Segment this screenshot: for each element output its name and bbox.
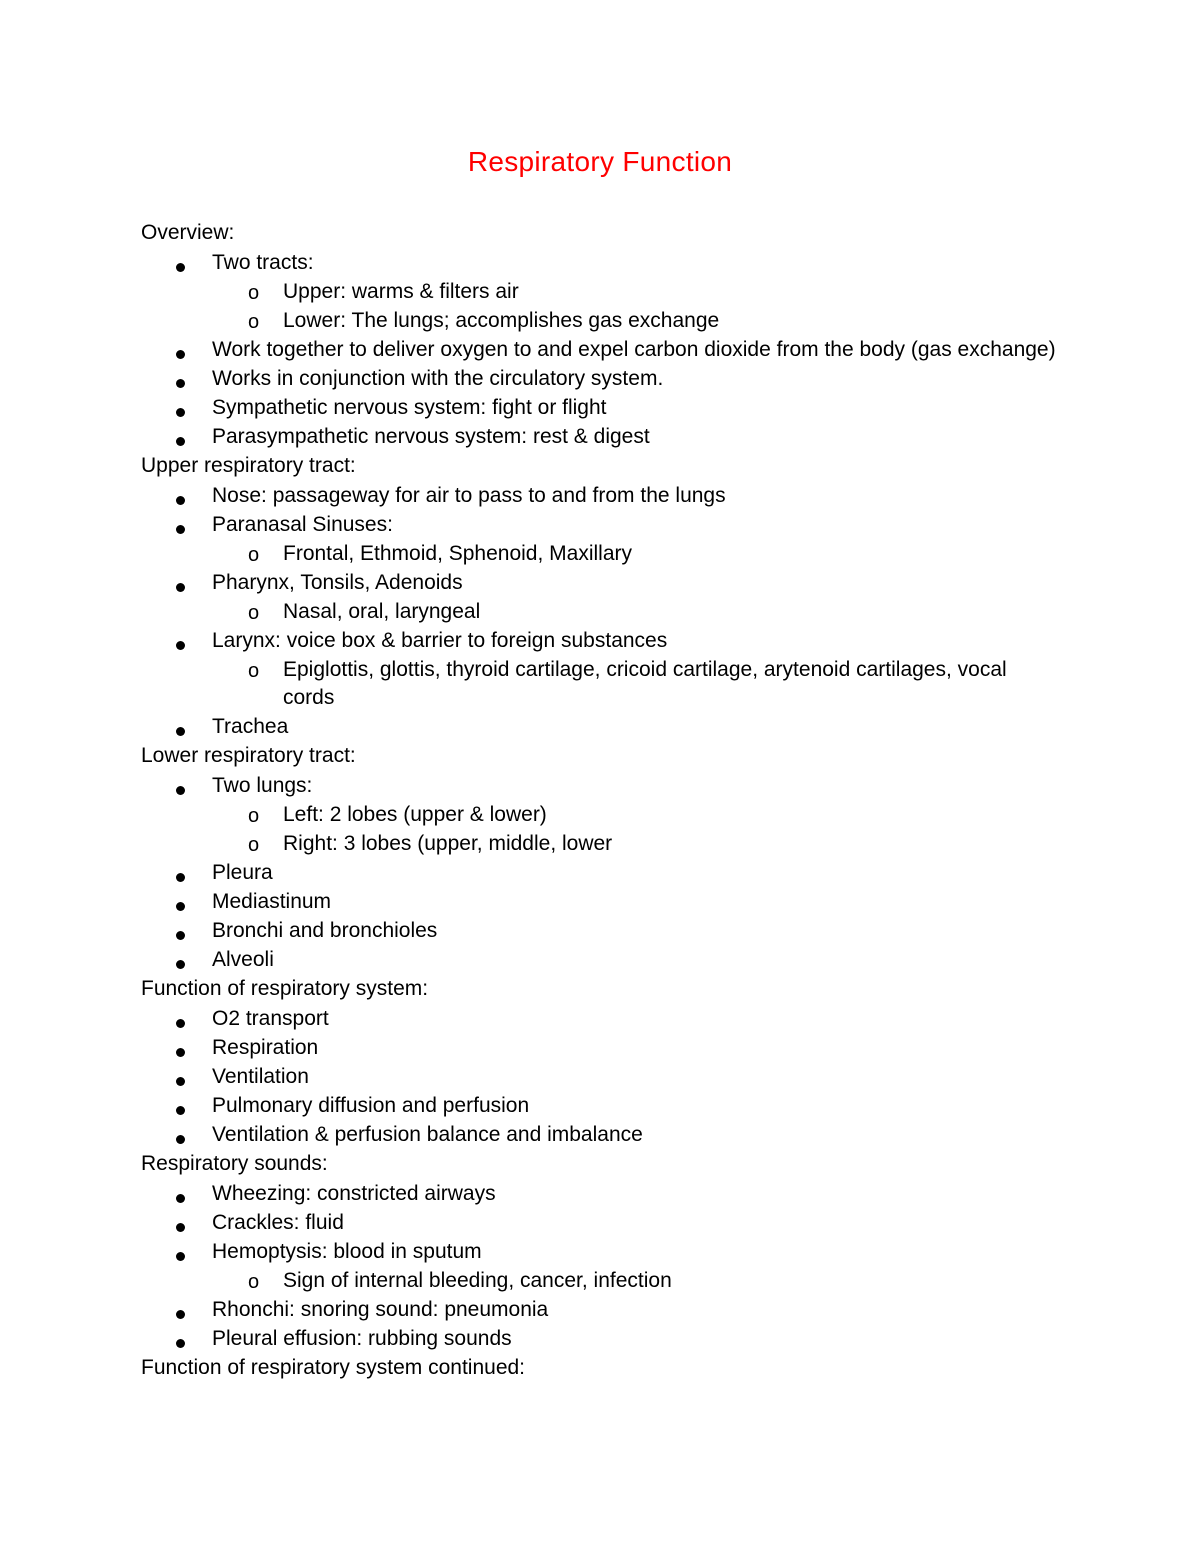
bullet-dot-icon xyxy=(176,1048,185,1057)
list-item xyxy=(141,510,1061,568)
sub-list-item-text: Sign of internal bleeding, cancer, infection xyxy=(283,1269,672,1292)
bullet-list xyxy=(141,248,1061,451)
sub-list-item xyxy=(212,655,1061,712)
sub-list-item-text: Lower: The lungs; accomplishes gas exchange xyxy=(283,309,720,332)
sub-list-item xyxy=(212,829,1061,858)
sub-list-item xyxy=(212,277,1061,306)
sub-bullet-list xyxy=(212,277,1061,335)
list-item-text: Pharynx, Tonsils, Adenoids xyxy=(212,571,463,594)
list-item xyxy=(141,916,1061,945)
list-item-text: Parasympathetic nervous system: rest & digest xyxy=(212,425,650,448)
list-item-text: Rhonchi: snoring sound: pneumonia xyxy=(212,1298,549,1321)
list-item-text: Hemoptysis: blood in sputum xyxy=(212,1240,482,1263)
list-item-text: Trachea xyxy=(212,715,289,738)
section-heading: Respiratory sounds: xyxy=(141,1152,328,1175)
bullet-dot-icon xyxy=(176,1194,185,1203)
sub-list-item-text: Right: 3 lobes (upper, middle, lower xyxy=(283,832,613,855)
sub-list-item xyxy=(212,306,1061,335)
sub-bullet-list xyxy=(212,655,1061,712)
list-item-text: Nose: passageway for air to pass to and from the lungs xyxy=(212,484,726,507)
bullet-list xyxy=(141,481,1061,741)
document-body xyxy=(141,218,1061,1383)
bullet-dot-icon xyxy=(176,1019,185,1028)
sub-bullet-list xyxy=(212,539,1061,568)
hollow-bullet-icon: o xyxy=(248,311,260,333)
bullet-dot-icon xyxy=(176,1339,185,1348)
hollow-bullet-icon: o xyxy=(248,544,260,566)
sub-list-item-text: Left: 2 lobes (upper & lower) xyxy=(283,803,547,826)
bullet-dot-icon xyxy=(176,1310,185,1319)
list-item-text: Pleural effusion: rubbing sounds xyxy=(212,1327,512,1350)
list-item-text: Respiration xyxy=(212,1036,319,1059)
list-item-text: Mediastinum xyxy=(212,890,332,913)
bullet-dot-icon xyxy=(176,902,185,911)
bullet-dot-icon xyxy=(176,263,185,272)
list-item xyxy=(141,364,1061,393)
bullet-list xyxy=(141,1179,1061,1353)
list-item-text: Paranasal Sinuses: xyxy=(212,513,393,536)
bullet-dot-icon xyxy=(176,641,185,650)
hollow-bullet-icon: o xyxy=(248,282,260,304)
bullet-list xyxy=(141,1004,1061,1149)
list-item xyxy=(141,626,1061,712)
page-title: Respiratory Function xyxy=(467,146,733,177)
bullet-dot-icon xyxy=(176,1077,185,1086)
bullet-dot-icon xyxy=(176,1223,185,1232)
list-item xyxy=(141,887,1061,916)
bullet-dot-icon xyxy=(176,960,185,969)
section-heading: Function of respiratory system continued: xyxy=(141,1356,526,1379)
list-item xyxy=(141,1237,1061,1295)
bullet-dot-icon xyxy=(176,437,185,446)
bullet-dot-icon xyxy=(176,727,185,736)
hollow-bullet-icon: o xyxy=(248,602,260,624)
list-item xyxy=(141,248,1061,335)
sub-list-item-text: Epiglottis, glottis, thyroid cartilage, cricoid cartilage, arytenoid cartilages, vocal cords xyxy=(283,658,1007,709)
list-item-text: Pulmonary diffusion and perfusion xyxy=(212,1094,530,1117)
list-item-text: Bronchi and bronchioles xyxy=(212,919,438,942)
list-item-text: Ventilation & perfusion balance and imbalance xyxy=(212,1123,643,1146)
list-item-text: Pleura xyxy=(212,861,273,884)
list-item-text: Larynx: voice box & barrier to foreign substances xyxy=(212,629,668,652)
list-item xyxy=(141,1295,1061,1324)
section-heading: Overview: xyxy=(141,221,235,244)
list-item xyxy=(141,1004,1061,1033)
list-item xyxy=(141,1062,1061,1091)
list-item xyxy=(141,1324,1061,1353)
hollow-bullet-icon: o xyxy=(248,834,260,856)
bullet-dot-icon xyxy=(176,496,185,505)
list-item-text: Ventilation xyxy=(212,1065,309,1088)
bullet-dot-icon xyxy=(176,1106,185,1115)
list-item xyxy=(141,1091,1061,1120)
bullet-dot-icon xyxy=(176,525,185,534)
list-item xyxy=(141,771,1061,858)
hollow-bullet-icon: o xyxy=(248,1271,260,1293)
list-item xyxy=(141,945,1061,974)
list-item-text: Alveoli xyxy=(212,948,274,971)
list-item-text: O2 transport xyxy=(212,1007,329,1030)
list-item xyxy=(141,858,1061,887)
list-item xyxy=(141,568,1061,626)
bullet-dot-icon xyxy=(176,873,185,882)
list-item xyxy=(141,1179,1061,1208)
list-item xyxy=(141,1033,1061,1062)
sub-list-item xyxy=(212,539,1061,568)
bullet-dot-icon xyxy=(176,1135,185,1144)
list-item xyxy=(141,335,1061,364)
list-item-text: Sympathetic nervous system: fight or flight xyxy=(212,396,607,419)
sub-list-item xyxy=(212,1266,1061,1295)
list-item-text: Works in conjunction with the circulatory system. xyxy=(212,367,664,390)
section-heading: Function of respiratory system: xyxy=(141,977,429,1000)
hollow-bullet-icon: o xyxy=(248,660,260,682)
bullet-list xyxy=(141,771,1061,974)
list-item-text: Crackles: fluid xyxy=(212,1211,344,1234)
sub-bullet-list xyxy=(212,597,1061,626)
sub-list-item xyxy=(212,597,1061,626)
list-item-text: Wheezing: constricted airways xyxy=(212,1182,496,1205)
sub-bullet-list xyxy=(212,800,1061,858)
list-item xyxy=(141,1208,1061,1237)
sub-list-item-text: Nasal, oral, laryngeal xyxy=(283,600,481,623)
bullet-dot-icon xyxy=(176,350,185,359)
section-heading: Upper respiratory tract: xyxy=(141,454,356,477)
bullet-dot-icon xyxy=(176,786,185,795)
list-item-text: Two lungs: xyxy=(212,774,313,797)
bullet-dot-icon xyxy=(176,583,185,592)
list-item-text: Work together to deliver oxygen to and expel carbon dioxide from the body (gas exchange) xyxy=(212,338,1056,361)
bullet-dot-icon xyxy=(176,1252,185,1261)
list-item xyxy=(141,712,1061,741)
list-item xyxy=(141,393,1061,422)
bullet-dot-icon xyxy=(176,408,185,417)
sub-list-item-text: Upper: warms & filters air xyxy=(283,280,519,303)
list-item xyxy=(141,1120,1061,1149)
sub-list-item xyxy=(212,800,1061,829)
section-heading: Lower respiratory tract: xyxy=(141,744,356,767)
sub-list-item-text: Frontal, Ethmoid, Sphenoid, Maxillary xyxy=(283,542,632,565)
bullet-dot-icon xyxy=(176,931,185,940)
list-item-text: Two tracts: xyxy=(212,251,314,274)
sub-bullet-list xyxy=(212,1266,1061,1295)
list-item xyxy=(141,481,1061,510)
hollow-bullet-icon: o xyxy=(248,805,260,827)
bullet-dot-icon xyxy=(176,379,185,388)
list-item xyxy=(141,422,1061,451)
